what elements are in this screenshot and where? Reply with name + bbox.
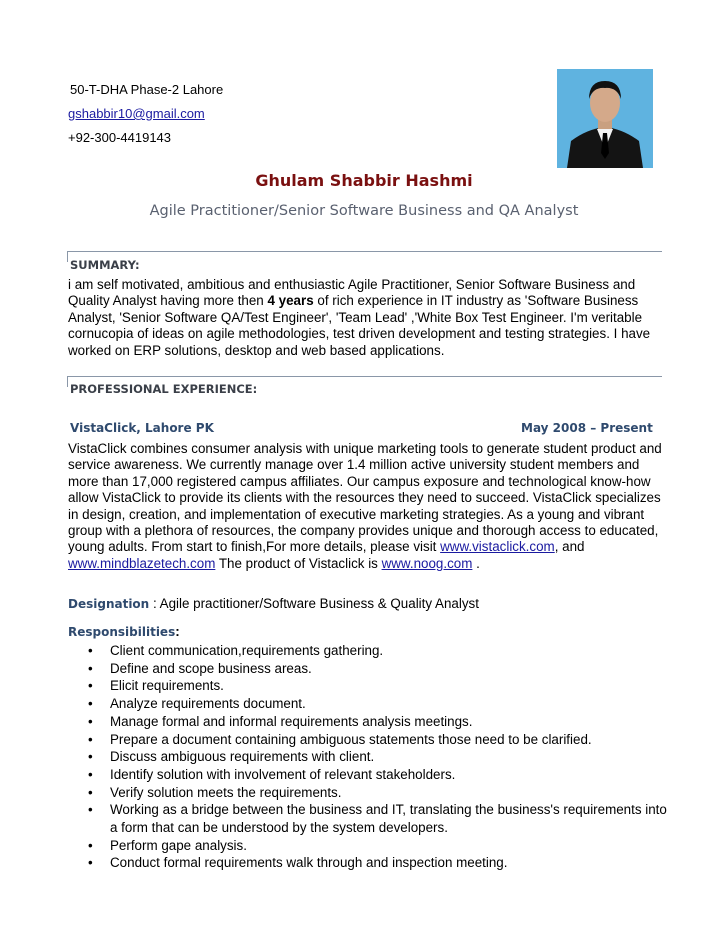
resp-label: Responsibilities — [68, 625, 176, 639]
responsibility-item: • Client communication,requirements gathering. — [68, 642, 668, 660]
responsibility-item: • Analyze requirements document. — [68, 695, 668, 713]
resp-colon: : — [175, 624, 180, 639]
candidate-title: Agile Practitioner/Senior Software Business and QA Analyst — [149, 203, 579, 219]
noog-link[interactable]: www.noog.com — [381, 555, 473, 571]
responsibility-item: • Identify solution with involvement of relevant stakeholders. — [68, 766, 668, 784]
summary-text-1: i am self motivated, ambitious and enthusiastic Agile Practitioner, Senior Software Business and Quality Analyst having more then — [68, 277, 636, 309]
responsibility-item: • Perform gape analysis. — [68, 837, 668, 855]
experience-heading: PROFESSIONAL EXPERIENCE: — [70, 382, 258, 396]
responsibility-item: • Verify solution meets the requirements. — [68, 784, 668, 802]
summary-heading: SUMMARY: — [70, 258, 140, 272]
email-link[interactable] — [68, 106, 205, 121]
responsibility-item: • Conduct formal requirements walk through and inspection meeting. — [68, 854, 668, 872]
company-name: VistaClick, Lahore PK — [70, 421, 214, 435]
summary-bold: 4 years — [267, 293, 314, 309]
responsibilities-heading — [68, 624, 180, 639]
designation — [68, 596, 668, 612]
responsibility-item: • Working as a bridge between the business and IT, translating the business's requirements into a form that can be understood by the system developers. — [68, 801, 668, 836]
phone: +92-300-4419143 — [68, 130, 172, 145]
address: 50-T-DHA Phase-2 Lahore — [70, 82, 224, 97]
vistaclick-link[interactable]: www.vistaclick.com — [440, 539, 555, 555]
profile-photo — [557, 69, 653, 168]
summary-text-2: of rich experience in IT industry as 'Software Business Analyst, 'Senior Software QA/Test Engineer', 'Team Lead' ,'White Box Test Engineer. I'm veritable cornucopia of ideas on agile methodologies, test driven development and testing strategies. I have worked on ERP solutions, desktop and web based applications. — [68, 293, 651, 358]
designation-label: Designation — [68, 597, 150, 611]
mindblazetech-link[interactable]: www.mindblazetech.com — [68, 555, 216, 571]
company-description — [68, 441, 668, 572]
job-dates: May 2008 – Present — [521, 421, 653, 435]
responsibility-item: • Elicit requirements. — [68, 677, 668, 695]
desc-end: . — [472, 555, 480, 571]
summary-text — [68, 277, 668, 359]
designation-value: : Agile practitioner/Software Business & Quality Analyst — [149, 596, 479, 611]
desc-product: The product of Vistaclick is — [215, 555, 382, 571]
candidate-name: Ghulam Shabbir Hashmi — [255, 171, 473, 190]
email[interactable]: gshabbir10@gmail.com — [68, 106, 205, 121]
responsibility-item: • Define and scope business areas. — [68, 660, 668, 678]
desc-and: , and — [554, 539, 585, 555]
desc-text: VistaClick combines consumer analysis with unique marketing tools to generate student product and service awareness. We currently manage over 1.4 million active university student members and more than 17,000 registered campus affiliates. Our campus exposure and technological know-how allow VistaClick to provide its clients with the resources they need to succeed. VistaClick specializes in design, creation, and implementation of executive marketing strategies. As a young and vibrant group with a plethora of resources, the company provides unique and thorough access to educated, young adults. From start to finish,For more details, please visit — [68, 441, 662, 555]
responsibility-item: • Prepare a document containing ambiguous statements those need to be clarified. — [68, 731, 668, 749]
summary-divider — [67, 251, 662, 262]
responsibilities-list — [68, 642, 668, 872]
responsibility-item: • Manage formal and informal requirements analysis meetings. — [68, 713, 668, 731]
responsibility-item: • Discuss ambiguous requirements with client. — [68, 748, 668, 766]
